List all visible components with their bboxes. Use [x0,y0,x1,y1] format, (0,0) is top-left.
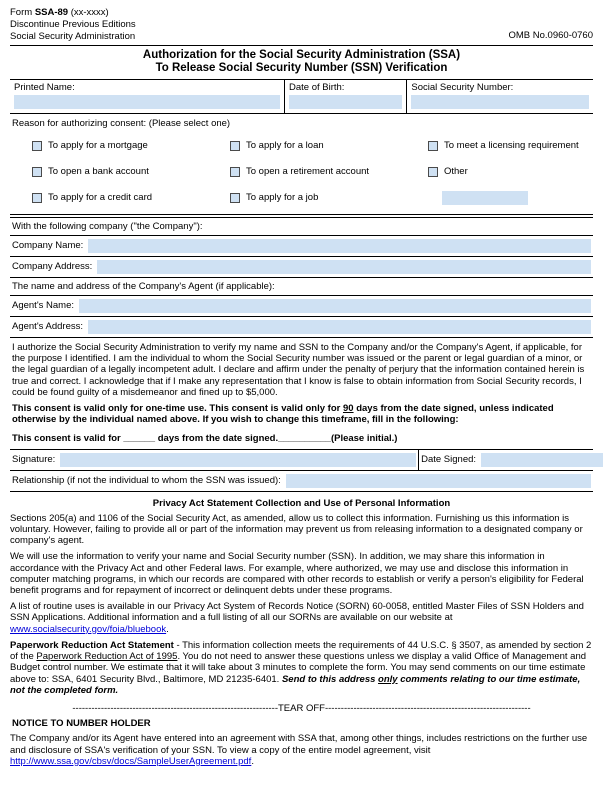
agent-name-row [10,296,593,317]
paperwork-act-reference: Paperwork Reduction Act of 1995 [36,651,178,663]
consent-text-2: days from the date signed, unless indicated otherwise by the individual named above. If you wish to change this timeframe, fill in the following: [12,403,554,426]
form-number-line [10,7,136,19]
credit-card-checkbox[interactable] [32,193,42,203]
paperwork-text-1: - This information collection meets the requirements of 44 U.S.C. § 3507, as amended by section 2 of the [10,639,592,663]
agent-address-row [10,317,593,338]
valid-for-initial-blank[interactable]: __________ [278,433,331,445]
bank-account-label: To open a bank account [48,166,149,178]
company-name-row [10,236,593,257]
agency-name: Social Security Administration [10,30,136,42]
option-other [428,164,591,180]
other-label: Other [444,166,468,178]
consent-terms-paragraph [12,403,591,425]
dob-cell [284,80,406,113]
privacy-section [10,513,593,696]
valid-for-text-1: This consent is valid for [12,433,124,445]
bank-account-checkbox[interactable] [32,167,42,177]
form-number: SSA-89 [34,7,69,18]
loan-label: To apply for a loan [246,140,324,152]
authorization-paragraph: I authorize the Social Security Administration to verify my name and SSN to the Company and/or the Company's Agent, if applicable, for the purpose I identified. I am the individual to whom the Social Security number was issued or the parent or legal guardian of a minor, or the legal guardian of a legally incompetent adult. I declare and affirm under the penalty of perjury that the information contained herein is true and correct. I acknowledge that if I make any representation that I know is false to obtain information from Social Security records, I could be found guilty of a misdemeanor and fined up to $5,000. [12,342,585,398]
form-title-line1: Authorization for the Social Security Administration (SSA) [142,48,461,61]
credit-card-label: To apply for a credit card [48,192,153,204]
bluebook-link[interactable]: www.socialsecurity.gov/foia/bluebook [10,623,167,635]
form-title-line2: To Release Social Security Number (SSN) Verification [155,62,448,75]
consent-text-1: This consent is valid only for one-time use. This consent is valid only for [12,403,343,415]
agent-name-input[interactable] [79,299,591,313]
mortgage-label: To apply for a mortgage [48,140,148,152]
notice-text-2: . [251,755,254,767]
option-bank-account [32,164,230,180]
agent-name-label: Agent's Name: [12,300,75,312]
company-intro-row: With the following company ("the Company"): [10,218,593,236]
sample-agreement-link[interactable]: http://www.ssa.gov/cbsv/docs/SampleUserAgreement.pdf [10,755,252,767]
privacy-heading: Privacy Act Statement Collection and Use of Personal Information [152,497,451,509]
signature-row [10,449,593,471]
form-suffix: (xx-xxxx) [68,7,109,18]
authorization-block [10,338,593,432]
agent-address-input[interactable] [88,320,591,334]
option-licensing [428,138,591,154]
form-prefix: Form [10,7,35,18]
loan-checkbox[interactable] [230,141,240,151]
company-address-row [10,257,593,278]
privacy-paragraph-2: We will use the information to verify your name and Social Security number (SSN). In addition, we may share this information in accordance with the Privacy Act and other Federal laws. For example, where authorized, we may use and disclose this information in computer matching programs, in which our records are compared with other records to establish or verify a person's eligibility for Federal benefit programs and for repayment of incorrect or delinquent debts under these programs. [10,551,584,597]
reason-options-grid [12,130,591,208]
printed-name-cell [10,80,284,113]
retirement-account-label: To open a retirement account [246,166,370,178]
printed-name-label: Printed Name: [14,82,75,94]
date-signed-cell [418,450,593,470]
date-signed-label: Date Signed: [421,454,477,466]
notice-heading: NOTICE TO NUMBER HOLDER [12,718,151,730]
dob-label: Date of Birth: [289,82,345,94]
company-address-label: Company Address: [12,261,93,273]
valid-for-text-3: (Please initial.) [330,433,398,445]
job-label: To apply for a job [246,192,319,204]
other-checkbox[interactable] [428,167,438,177]
paperwork-reduction-paragraph [10,640,593,696]
retirement-account-checkbox[interactable] [230,167,240,177]
form-header-left [10,7,136,43]
privacy-paragraph-1: Sections 205(a) and 1106 of the Social Security Act, as amended, allow us to collect this information. Furnishing us this information is voluntary. However, failing to provide all or part of the information may prevent us from releasing information to a designated company or company's agent. [10,512,583,547]
signature-label: Signature: [12,454,56,466]
option-mortgage [32,138,230,154]
omb-number: OMB No.0960-0760 [508,30,593,42]
form-title [10,46,593,81]
other-reason-cell [428,190,591,206]
identity-row [10,80,593,114]
tear-off-line: -----------------------------------------------------------------TEAR OFF----------------------------------------------------------------- [72,702,531,714]
company-name-label: Company Name: [12,240,84,252]
mortgage-checkbox[interactable] [32,141,42,151]
notice-paragraph [10,733,593,767]
reason-prompt: Reason for authorizing consent: (Please select one) [12,118,231,130]
privacy-paragraph-3 [10,601,593,635]
valid-for-days-blank[interactable]: ______ [123,433,156,445]
discontinue-line: Discontinue Previous Editions [10,18,136,30]
agent-intro-row: The name and address of the Company's Agent (if applicable): [10,278,593,296]
licensing-label: To meet a licensing requirement [444,140,579,152]
relationship-label: Relationship (if not the individual to whom the SSN was issued): [12,475,281,487]
option-loan [230,138,428,154]
printed-name-input[interactable] [14,95,280,109]
option-credit-card [32,190,230,206]
other-reason-input[interactable] [442,191,528,205]
privacy-p3-text-2: . [166,623,169,635]
reason-section [10,114,593,214]
ssn-cell [406,80,593,113]
form-header [10,7,593,46]
ssn-label: Social Security Number: [411,82,514,94]
company-name-input[interactable] [88,239,591,253]
paperwork-text-2: . You do not need to answer these questions unless we display a valid Office of Management and Budget control number. We estimate that it will take about 3 minutes to complete the form. You may send comments on our time estimate above to: SSA, 6401 Security Blvd., Baltimore, MD 21235-6401. [10,651,587,685]
relationship-row [10,471,593,492]
company-address-input[interactable] [97,260,591,274]
notice-text-1: The Company and/or its Agent have entered into an agreement with SSA that, among other things, includes restrictions on the further use and disclosure of SSA's verification of your SSN. To view a copy of the entire model agreement, visit [10,733,588,756]
send-address-only: only [378,673,398,685]
relationship-input[interactable] [286,474,591,488]
signature-cell [10,450,418,470]
valid-for-line [10,432,593,448]
send-address-emphasis-1: Send to this address [281,673,379,685]
date-signed-input[interactable] [481,453,603,467]
signature-input[interactable] [60,453,416,467]
ssn-input[interactable] [411,95,589,109]
send-address-emphasis-2: comments relating to our time estimate, not the completed form. [10,673,581,696]
agent-address-label: Agent's Address: [12,321,83,333]
licensing-checkbox[interactable] [428,141,438,151]
valid-for-text-2: days from the date signed. [155,433,279,445]
consent-days: 90 [342,403,354,415]
privacy-p3-text-1: A list of routine uses is available in our Privacy Act System of Records Notice (SORN) 60-0058, entitled Master Files of SSN Holders and SSN Applications. Additional information and a full listing of all our SORNs are available on our website at [10,601,584,624]
dob-input[interactable] [289,95,402,109]
option-job [230,190,428,206]
option-retirement-account [230,164,428,180]
paperwork-reduction-title: Paperwork Reduction Act Statement [10,639,174,651]
job-checkbox[interactable] [230,193,240,203]
